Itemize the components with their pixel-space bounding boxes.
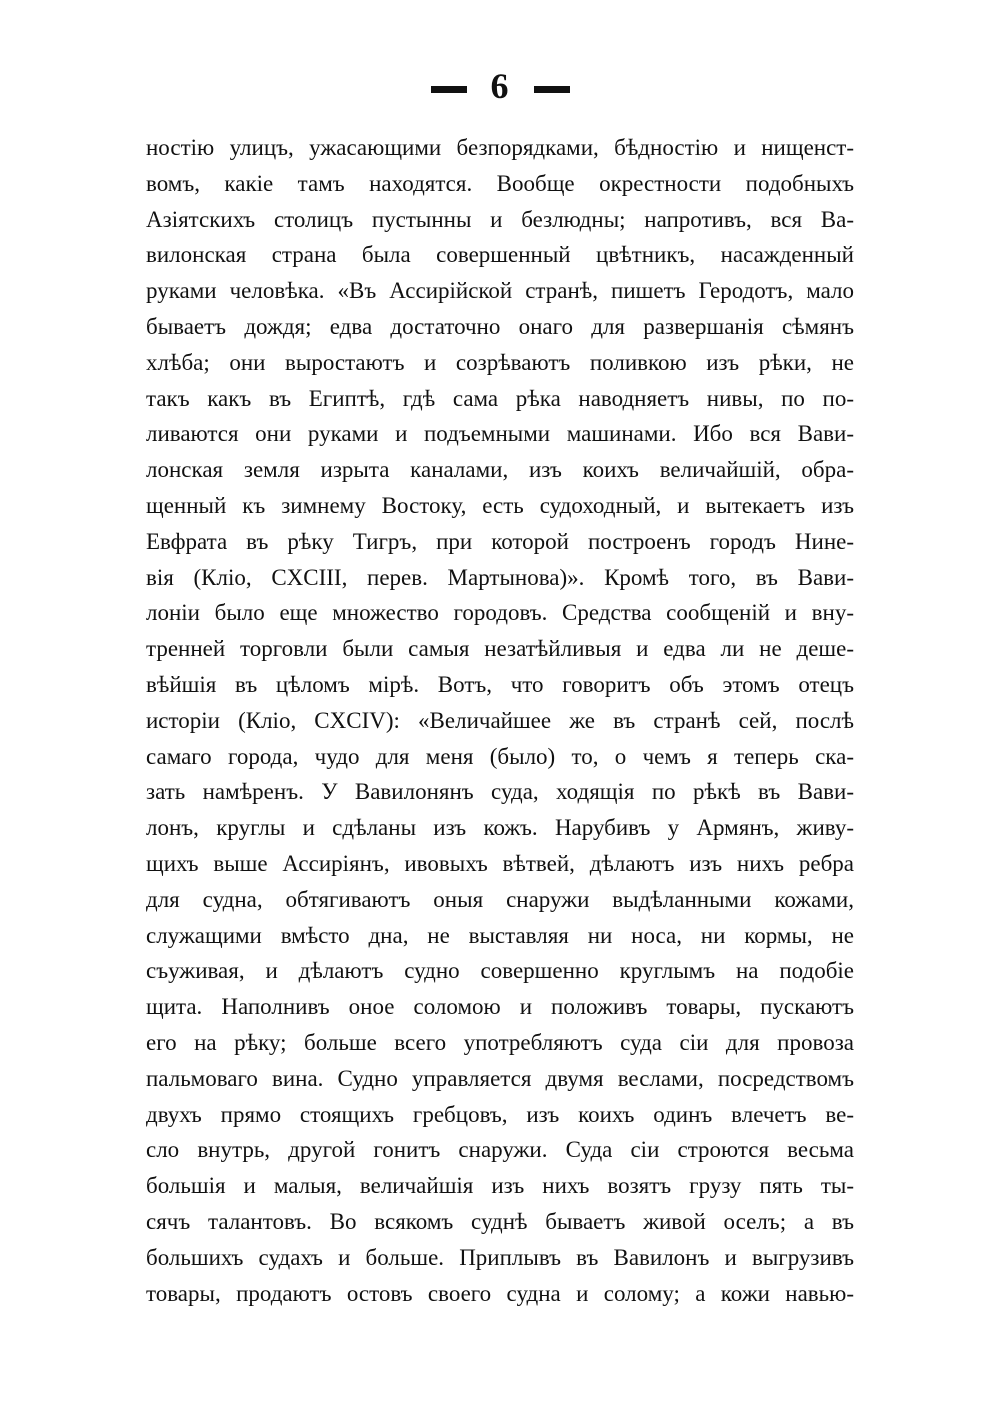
text-line: большія и малыя, величайшія изъ нихъ возятъ грузу пять ты- xyxy=(146,1173,854,1199)
text-line: сячъ талантовъ. Во всякомъ суднѣ бываетъ живой оселъ; а въ xyxy=(146,1208,854,1234)
text-line: зать намѣренъ. У Вавилонянъ суда, ходящія по рѣкѣ въ Вави- xyxy=(146,779,854,805)
text-line: Евфрата въ рѣку Тигръ, при которой построенъ городъ Нине- xyxy=(146,528,854,554)
text-line: вомъ, какіе тамъ находятся. Вообще окрестности подобныхъ xyxy=(146,170,854,196)
text-line: двухъ прямо стоящихъ гребцовъ, изъ коихъ одинъ влечетъ ве- xyxy=(146,1101,854,1127)
text-line: сло внутрь, другой гонитъ снаружи. Суда сіи строются весьма xyxy=(146,1137,854,1163)
text-line: ливаются они руками и подъемными машинами. Ибо вся Вави- xyxy=(146,421,854,447)
text-line: товары, продаютъ остовъ своего судна и солому; а кожи навью- xyxy=(146,1280,854,1306)
text-line: щенный къ зимнему Востоку, есть судоходный, и вытекаетъ изъ xyxy=(146,492,854,518)
page-number: 6 xyxy=(490,66,510,106)
text-line: лонская земля изрыта каналами, изъ коихъ величайшій, обра- xyxy=(146,457,854,483)
text-line: Азіятскихъ столицъ пустынны и безлюдны; напротивъ, вся Ва- xyxy=(146,206,854,232)
text-line: хлѣба; они выростаютъ и созрѣваютъ поливкою изъ рѣки, не xyxy=(146,349,854,375)
text-line: такъ какъ въ Египтѣ, гдѣ сама рѣка наводняетъ нивы, по по- xyxy=(146,385,854,411)
page-number-header xyxy=(0,66,1000,106)
text-line: лонъ, круглы и сдѣланы изъ кожъ. Нарубивъ у Армянъ, живу- xyxy=(146,815,854,841)
text-line: вія (Кліо, CXCIII, перев. Мартынова)». Кромѣ того, въ Вави- xyxy=(146,564,854,590)
text-line: щита. Наполнивъ оное соломою и положивъ товары, пускаютъ xyxy=(146,994,854,1020)
text-line: бываетъ дождя; едва достаточно онаго для развершанія сѣмянъ xyxy=(146,313,854,339)
text-line: ностію улицъ, ужасающими безпорядками, бѣдностію и нищенст- xyxy=(146,135,854,160)
text-line: пальмоваго вина. Судно управляется двумя веслами, посредствомъ xyxy=(146,1065,854,1091)
text-line: для судна, обтягиваютъ оныя снаружи выдѣланными кожами, xyxy=(146,886,854,912)
left-dash-ornament xyxy=(431,86,467,93)
text-line: исторіи (Кліо, CXCIV): «Величайшее же въ странѣ сей, послѣ xyxy=(146,707,854,733)
text-line: руками человѣка. «Въ Ассирійской странѣ, пишетъ Геродотъ, мало xyxy=(146,278,854,304)
text-line: служащими вмѣсто дна, не выставляя ни носа, ни кормы, не xyxy=(146,922,854,948)
text-line: его на рѣку; больше всего употребляютъ суда сіи для провоза xyxy=(146,1029,854,1055)
text-line: вилонская страна была совершенный цвѣтникъ, насажденный xyxy=(146,242,854,268)
text-line: самаго города, чудо для меня (было) то, о чемъ я теперь ска- xyxy=(146,743,854,769)
text-line: лоніи было еще множество городовъ. Средства сообщеній и вну- xyxy=(146,600,854,626)
body-text xyxy=(146,130,854,1311)
text-line: вѣйшія въ цѣломъ мірѣ. Вотъ, что говоритъ объ этомъ отецъ xyxy=(146,671,854,697)
text-line: щихъ выше Ассиріянъ, ивовыхъ вѣтвей, дѣлаютъ изъ нихъ ребра xyxy=(146,850,854,876)
text-line: большихъ судахъ и больше. Приплывъ въ Вавилонъ и выгрузивъ xyxy=(146,1244,854,1270)
right-dash-ornament xyxy=(534,86,570,93)
text-line: съуживая, и дѣлаютъ судно совершенно круглымъ на подобіе xyxy=(146,958,854,984)
text-line: тренней торговли были самыя незатѣйливыя и едва ли не деше- xyxy=(146,636,854,662)
